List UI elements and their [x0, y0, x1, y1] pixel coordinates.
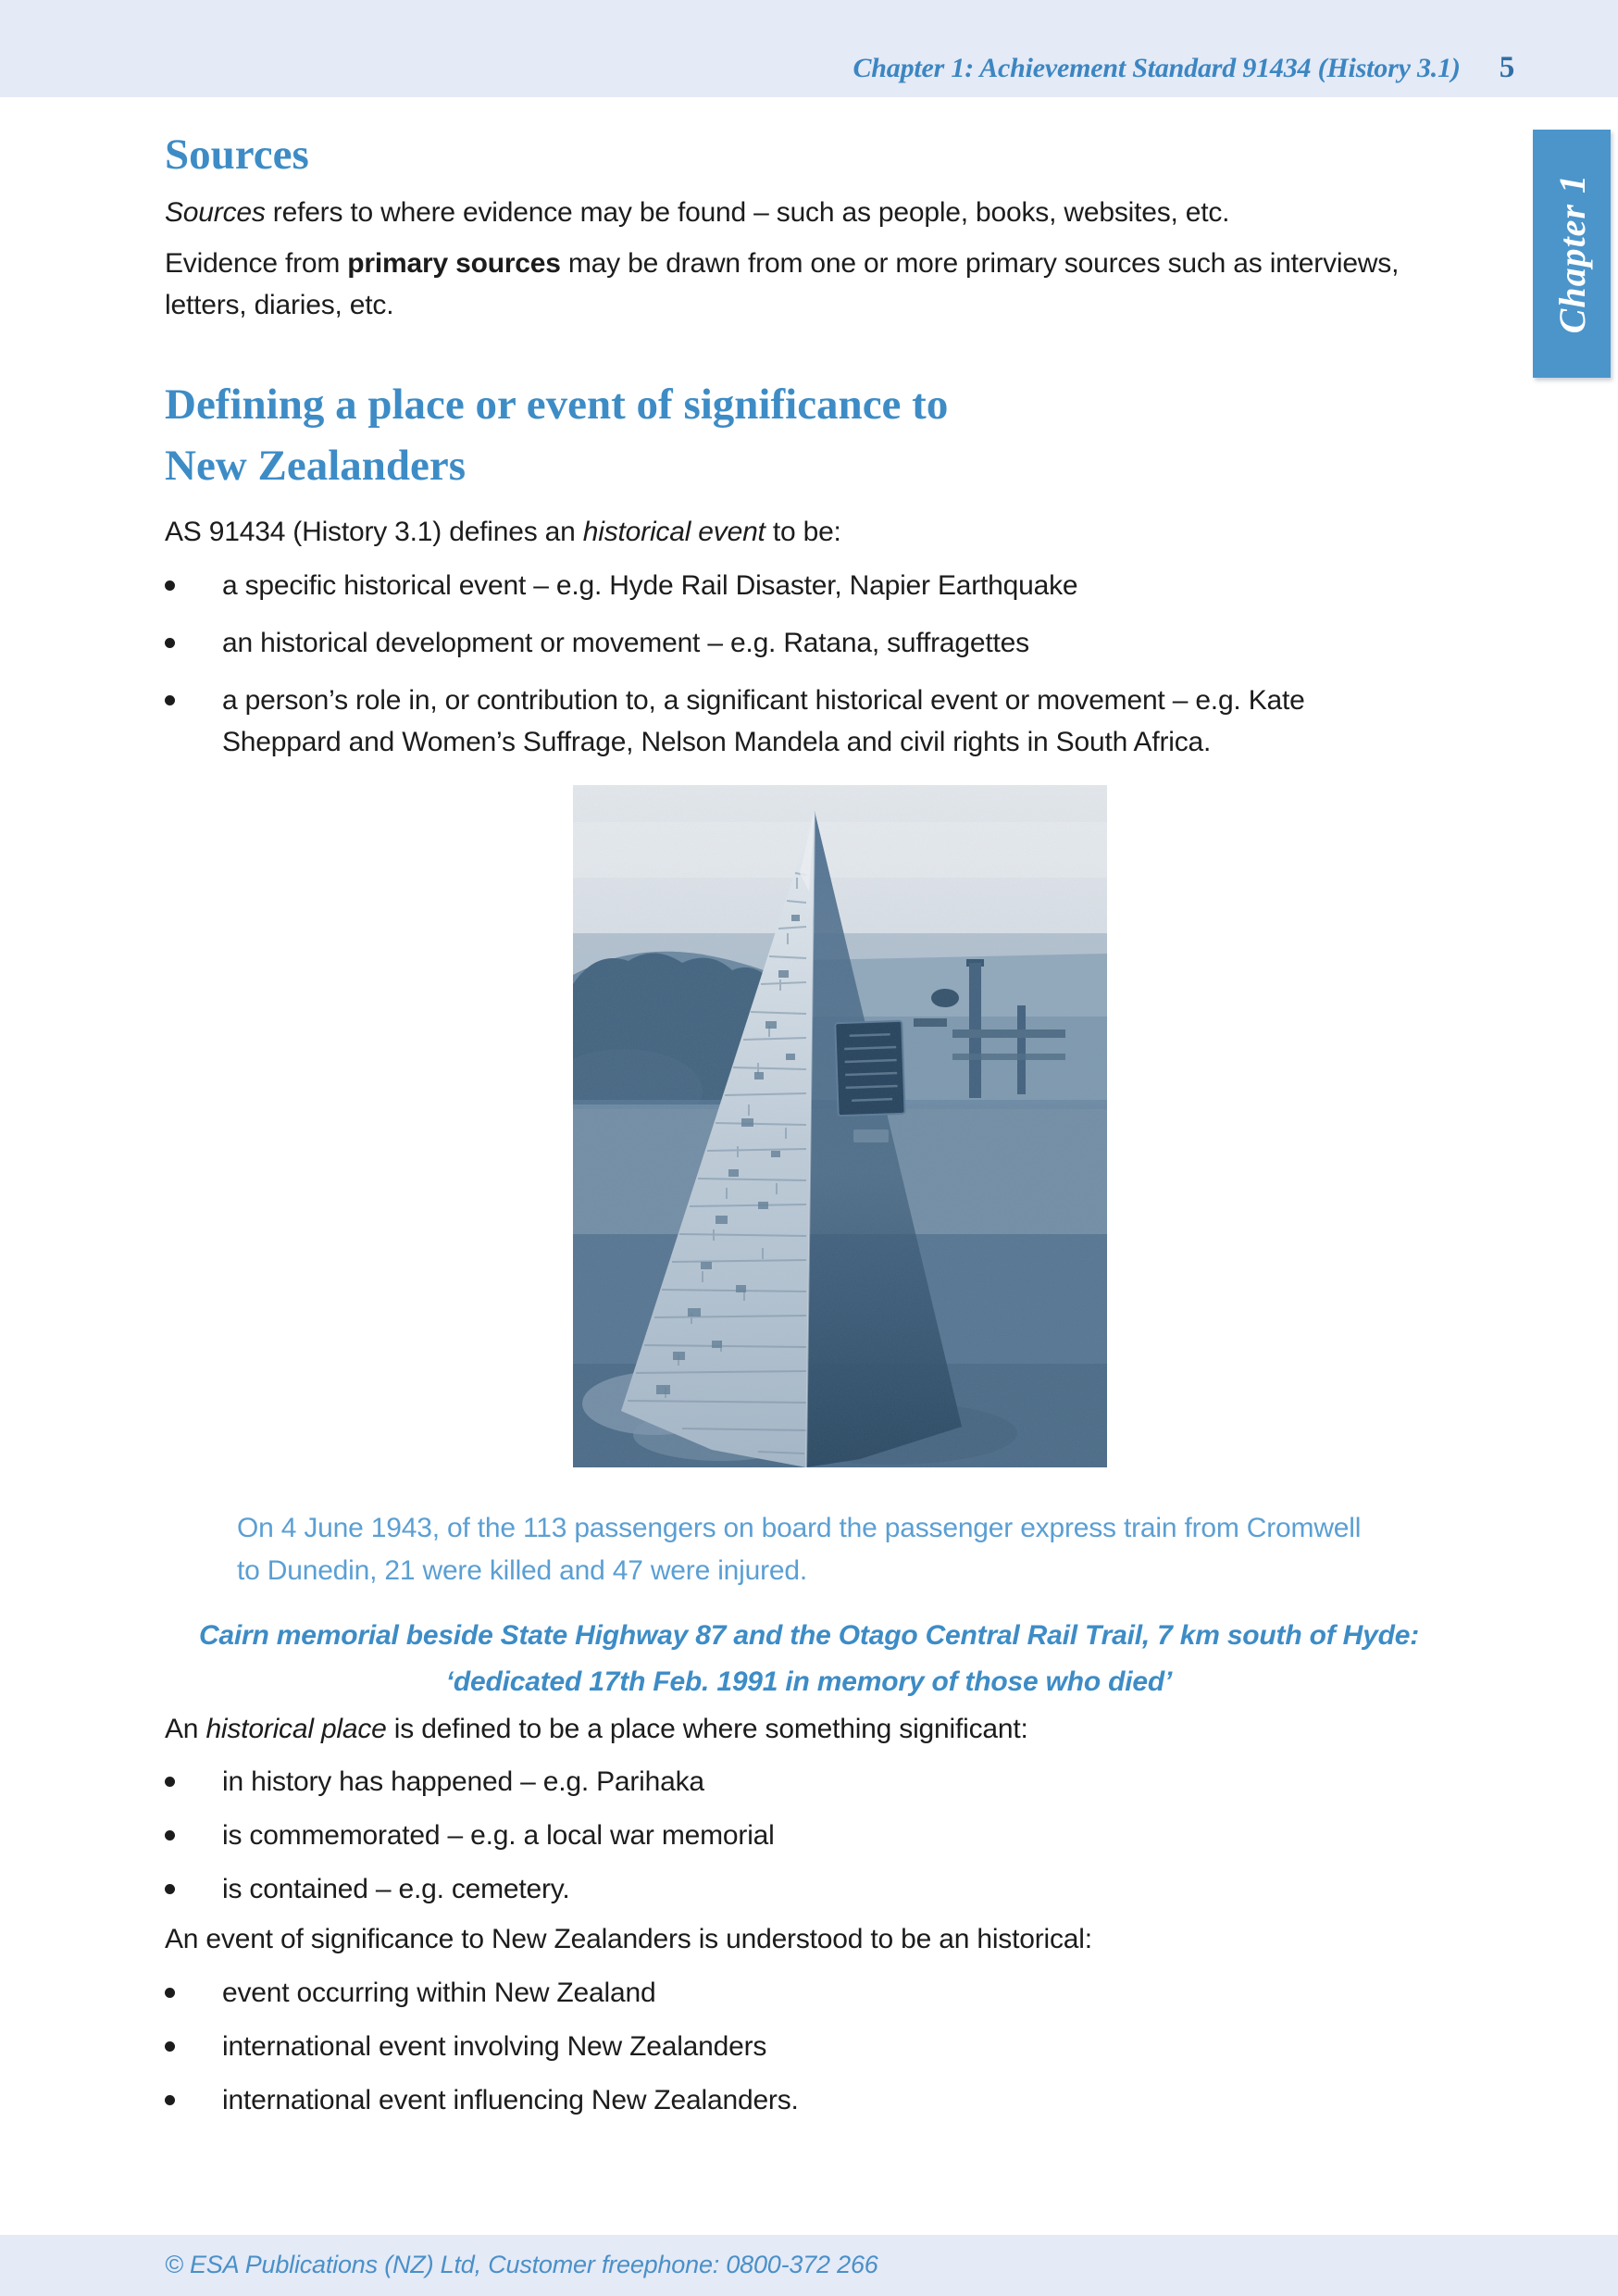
- sources-heading: Sources: [165, 131, 309, 179]
- list-item: [165, 1815, 1414, 1856]
- cairn-memorial-photo: [573, 785, 1107, 1467]
- historical-event-bullet-list: [165, 565, 1414, 779]
- hp-intro-before: An: [165, 1714, 206, 1744]
- list-item: [165, 1972, 1414, 2014]
- defining-heading-line2: New Zealanders: [165, 442, 467, 490]
- figure-credit: Cairn memorial beside State Highway 87 and the Otago Central Rail Trail, 7 km south of Hyde: ‘dedicated 17th Feb. 1991 in memory of those who died’: [198, 1620, 1420, 1697]
- hp-intro-after: is defined to be a place where something significant:: [386, 1714, 1028, 1744]
- bullet-text: is contained – e.g. cemetery.: [222, 1874, 570, 1904]
- list-item: [165, 680, 1414, 763]
- bullet-dot-icon: [165, 1815, 222, 1856]
- list-item: [165, 1868, 1414, 1910]
- sources-lead-rest: refers to where evidence may be found – such as people, books, websites, etc.: [265, 197, 1230, 228]
- significance-bullet-list: [165, 1972, 1414, 2133]
- sources-lead-paragraph: [165, 192, 1516, 233]
- bullet-dot-icon: [165, 2079, 222, 2121]
- bullet-text: international event influencing New Zealanders.: [222, 2085, 799, 2115]
- bullet-dot-icon: [165, 1972, 222, 2014]
- evidence-before: Evidence from: [165, 248, 348, 279]
- bullet-text: international event involving New Zealanders: [222, 2031, 767, 2062]
- bullet-dot-icon: [165, 680, 222, 763]
- list-item: [165, 2079, 1414, 2121]
- list-item: [165, 565, 1414, 606]
- historical-place-paragraph: [165, 1708, 1516, 1750]
- figure-caption: On 4 June 1943, of the 113 passengers on board the passenger express train from Cromwell to Dunedin, 21 were killed and 47 were injured.: [237, 1513, 1362, 1586]
- as-definition-paragraph: [165, 511, 1516, 553]
- bullet-text: event occurring within New Zealand: [222, 1978, 656, 2008]
- chapter-tab-label: Chapter 1: [1550, 173, 1593, 334]
- sources-lead-italic: Sources: [165, 197, 266, 228]
- as-intro-before: AS 91434 (History 3.1) defines an: [165, 517, 583, 547]
- as-intro-italic: historical event: [582, 517, 765, 547]
- running-chapter-title: Chapter 1: Achievement Standard 91434 (History 3.1): [853, 53, 1461, 83]
- defining-heading-line1: Defining a place or event of significance to: [165, 381, 949, 429]
- bullet-text: a specific historical event – e.g. Hyde Rail Disaster, Napier Earthquake: [222, 570, 1078, 601]
- bullet-text: in history has happened – e.g. Parihaka: [222, 1766, 704, 1797]
- bullet-dot-icon: [165, 2026, 222, 2067]
- as-intro-after: to be:: [765, 517, 841, 547]
- list-item: [165, 622, 1414, 664]
- defining-heading: [165, 374, 948, 496]
- bullet-dot-icon: [165, 622, 222, 664]
- bullet-dot-icon: [165, 565, 222, 606]
- list-item: [165, 2026, 1414, 2067]
- bullet-dot-icon: [165, 1868, 222, 1910]
- historical-place-bullet-list: [165, 1761, 1414, 1922]
- evidence-bold: primary sources: [347, 248, 561, 279]
- page-number: 5: [1499, 51, 1514, 84]
- bullet-dot-icon: [165, 1761, 222, 1803]
- evidence-after: may be drawn from one or more primary sources such as interviews, letters, diaries, etc.: [165, 248, 1400, 320]
- bullet-text: is commemorated – e.g. a local war memorial: [222, 1820, 775, 1851]
- bullet-text: a person’s role in, or contribution to, a significant historical event or movement – e.g. Kate Sheppard and Women’s Suffrage, Nelson Mandela and civil rights in South Africa.: [222, 685, 1305, 757]
- evidence-paragraph: [165, 243, 1433, 326]
- photo-grain-overlay: [573, 785, 1107, 1467]
- publisher-footer: © ESA Publications (NZ) Ltd, Customer freephone: 0800-372 266: [165, 2251, 878, 2278]
- bullet-text: an historical development or movement – e.g. Ratana, suffragettes: [222, 628, 1029, 658]
- chapter-side-tab: [1533, 130, 1611, 378]
- hp-intro-italic: historical place: [205, 1714, 387, 1744]
- page-header: [853, 51, 1515, 85]
- significance-paragraph: An event of significance to New Zealanders is understood to be an historical:: [165, 1924, 1092, 1954]
- list-item: [165, 1761, 1414, 1803]
